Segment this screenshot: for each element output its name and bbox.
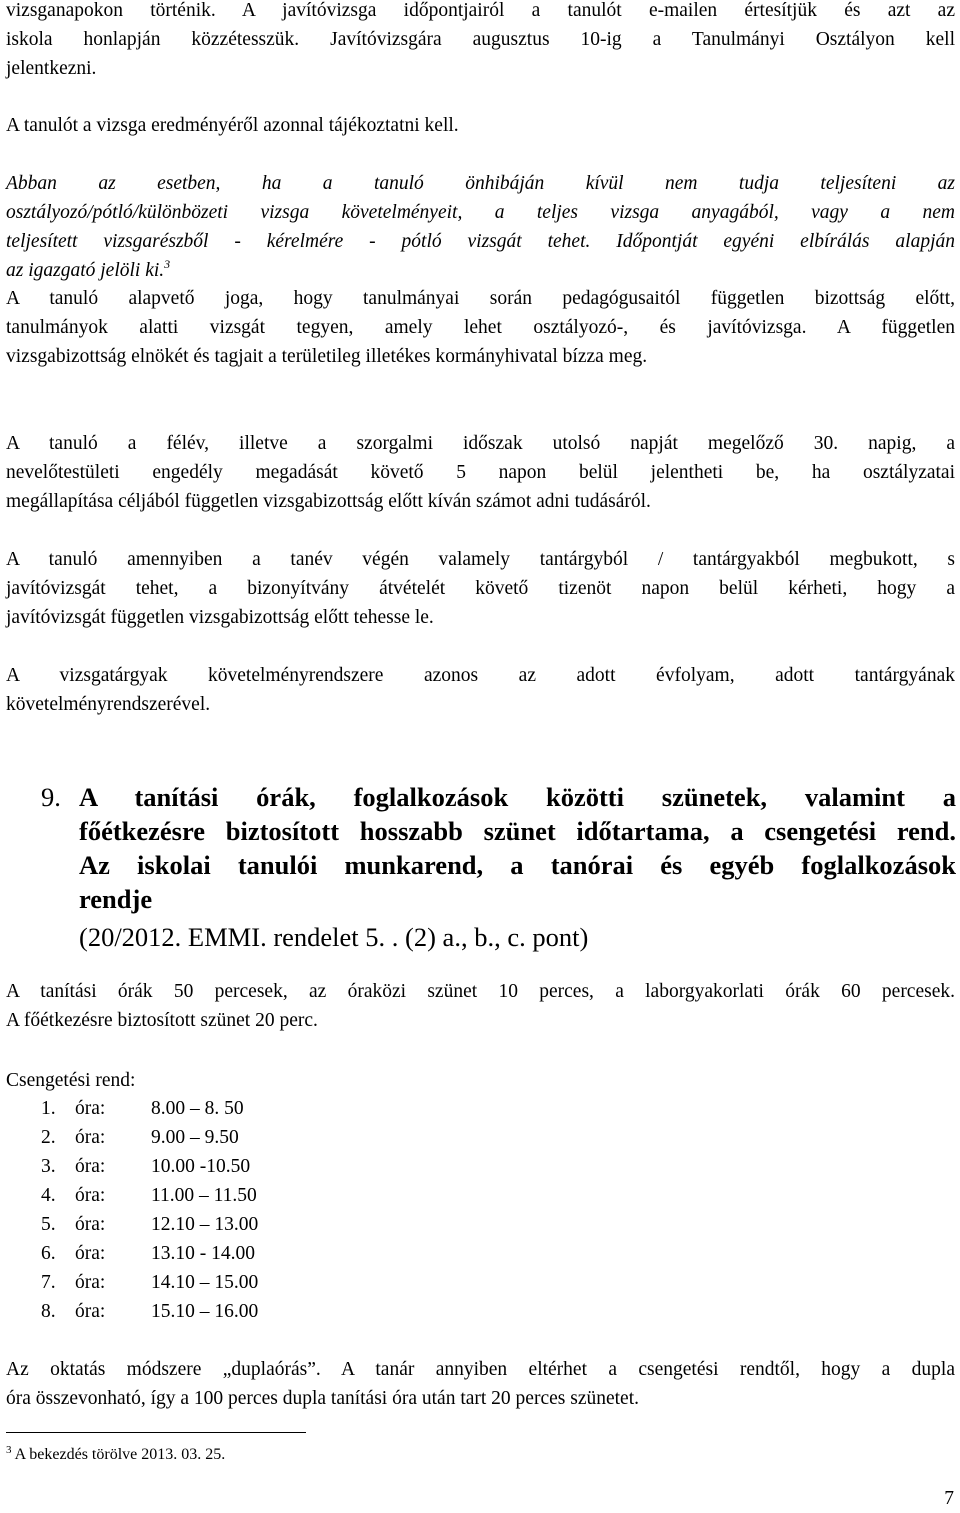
lesson-label: óra:: [75, 1156, 106, 1177]
text-line: jelentkezni.: [6, 58, 97, 79]
paragraph-failed-subject: [6, 545, 955, 632]
text-line: A vizsgatárgyak követelményrendszere azonos az adott évfolyam, adott tantárgyának: [6, 665, 955, 686]
footnote: [6, 1444, 225, 1466]
text-line: Abban az esetben, ha a tanuló önhibáján kívül nem tudja teljesíteni az: [6, 173, 955, 194]
text-line: A tanuló alapvető joga, hogy tanulmányai során pedagógusaitól független bizottság előtt,: [6, 288, 955, 309]
text-line: osztályozó/pótló/különbözeti vizsga követelményeit, a teljes vizsga anyagából, vagy a nem: [6, 202, 955, 223]
footnote-marker: 3: [6, 1444, 12, 1456]
paragraph-student-rights: [6, 284, 955, 371]
legal-reference: (20/2012. EMMI. rendelet 5. . (2) a., b., c. pont): [79, 922, 589, 952]
text-line: vizsganapokon történik. A javítóvizsga időpontjairól a tanulót e-mailen értesítjük és azt az: [6, 0, 955, 21]
lesson-time: 11.00 – 11.50: [151, 1185, 257, 1206]
paragraph-exam-dates: [6, 0, 955, 83]
lesson-label: óra:: [75, 1185, 106, 1206]
lesson-number: 6.: [41, 1243, 56, 1264]
lesson-time: 12.10 – 13.00: [151, 1214, 259, 1235]
bell-schedule-row: [41, 1094, 258, 1123]
bell-schedule-row: [41, 1210, 258, 1239]
text-line: óra összevonható, így a 100 perces dupla tanítási óra után tart 20 perces szünetet.: [6, 1388, 639, 1409]
lesson-number: 7.: [41, 1272, 56, 1293]
lesson-label: óra:: [75, 1301, 106, 1322]
footnote-reference[interactable]: 3: [164, 257, 171, 271]
paragraph-retake-exam-italic: [6, 169, 955, 285]
text-line: A tanuló a félév, illetve a szorgalmi időszak utolsó napját megelőző 30. napig, a: [6, 433, 955, 454]
text-segment: az igazgató jelöli ki.: [6, 260, 165, 281]
lesson-number: 1.: [41, 1098, 56, 1119]
section-number: 9.: [41, 782, 61, 812]
text-line: A tanítási órák 50 percesek, az óraközi szünet 10 perces, a laborgyakorlati órák 60 percesek.: [6, 981, 955, 1002]
lesson-label: óra:: [75, 1243, 106, 1264]
lesson-number: 5.: [41, 1214, 56, 1235]
text-line: követelményrendszerével.: [6, 694, 211, 715]
lesson-time: 10.00 -10.50: [151, 1156, 251, 1177]
text-line: teljesített vizsgarészből - kérelmére - pótló vizsgát tehet. Időpontját egyéni elbírálás alapján: [6, 231, 955, 252]
footnote-text: A bekezdés törölve 2013. 03. 25.: [14, 1446, 226, 1463]
lesson-time: 13.10 - 14.00: [151, 1243, 255, 1264]
paragraph-lesson-info: [6, 977, 955, 1035]
bell-schedule-row: [41, 1123, 258, 1152]
lesson-number: 8.: [41, 1301, 56, 1322]
paragraph-independent-committee: [6, 429, 955, 516]
text-line: [6, 256, 955, 285]
text-line: iskola honlapján közzétesszük. Javítóvizsgára augusztus 10-ig a Tanulmányi Osztályon kell: [6, 29, 955, 50]
bell-schedule-list: [41, 1094, 258, 1326]
text-line: nevelőtestületi engedély megadását követő 5 napon belül jelentheti be, ha osztályzatai: [6, 462, 955, 483]
page-number: 7: [944, 1488, 954, 1509]
lesson-label: óra:: [75, 1214, 106, 1235]
paragraph-result-notice: [6, 111, 955, 140]
bell-schedule-title: Csengetési rend:: [6, 1070, 136, 1091]
paragraph-requirements: [6, 661, 955, 719]
text-line: megállapítása céljából független vizsgabizottság előtt kíván számot adni tudásáról.: [6, 491, 651, 512]
text-line: tanulmányok alatti vizsgát tegyen, amely lehet osztályozó-, és javítóvizsga. A független: [6, 317, 955, 338]
text-line: vizsgabizottság elnökét és tagjait a területileg illetékes kormányhivatal bízza meg.: [6, 346, 648, 367]
bell-schedule-row: [41, 1297, 258, 1326]
bell-schedule-row: [41, 1268, 258, 1297]
heading-line: rendje: [79, 884, 153, 914]
lesson-number: 3.: [41, 1156, 56, 1177]
lesson-label: óra:: [75, 1098, 106, 1119]
lesson-number: 2.: [41, 1127, 56, 1148]
footnote-separator: [6, 1432, 306, 1433]
bell-schedule-row: [41, 1239, 258, 1268]
text-line: javítóvizsgát tehet, a bizonyítvány átvételét követő tizenöt napon belül kérheti, hogy a: [6, 578, 955, 599]
heading-line: A tanítási órák, foglalkozások közötti szünetek, valamint a: [79, 782, 956, 812]
bell-schedule-row: [41, 1152, 258, 1181]
lesson-time: 14.10 – 15.00: [151, 1272, 259, 1293]
text-line: A főétkezésre biztosított szünet 20 perc.: [6, 1010, 318, 1031]
paragraph-double-lessons: [6, 1355, 955, 1413]
lesson-label: óra:: [75, 1272, 106, 1293]
text-line: A tanuló amennyiben a tanév végén valamely tantárgyból / tantárgyakból megbukott, s: [6, 549, 955, 570]
lesson-number: 4.: [41, 1185, 56, 1206]
text-line: A tanulót a vizsga eredményéről azonnal tájékoztatni kell.: [6, 115, 459, 136]
lesson-time: 15.10 – 16.00: [151, 1301, 259, 1322]
text-line: Az oktatás módszere „duplaórás”. A tanár annyiben eltérhet a csengetési rendtől, hogy a dupla: [6, 1359, 955, 1380]
lesson-label: óra:: [75, 1127, 106, 1148]
heading-line: főétkezésre biztosított hosszabb szünet időtartama, a csengetési rend.: [79, 816, 956, 846]
heading-line: Az iskolai tanulói munkarend, a tanórai és egyéb foglalkozások: [79, 850, 956, 880]
lesson-time: 8.00 – 8. 50: [151, 1098, 244, 1119]
section-heading: [79, 780, 956, 954]
lesson-time: 9.00 – 9.50: [151, 1127, 239, 1148]
bell-schedule-row: [41, 1181, 258, 1210]
text-line: javítóvizsgát független vizsgabizottság előtt tehesse le.: [6, 607, 434, 628]
